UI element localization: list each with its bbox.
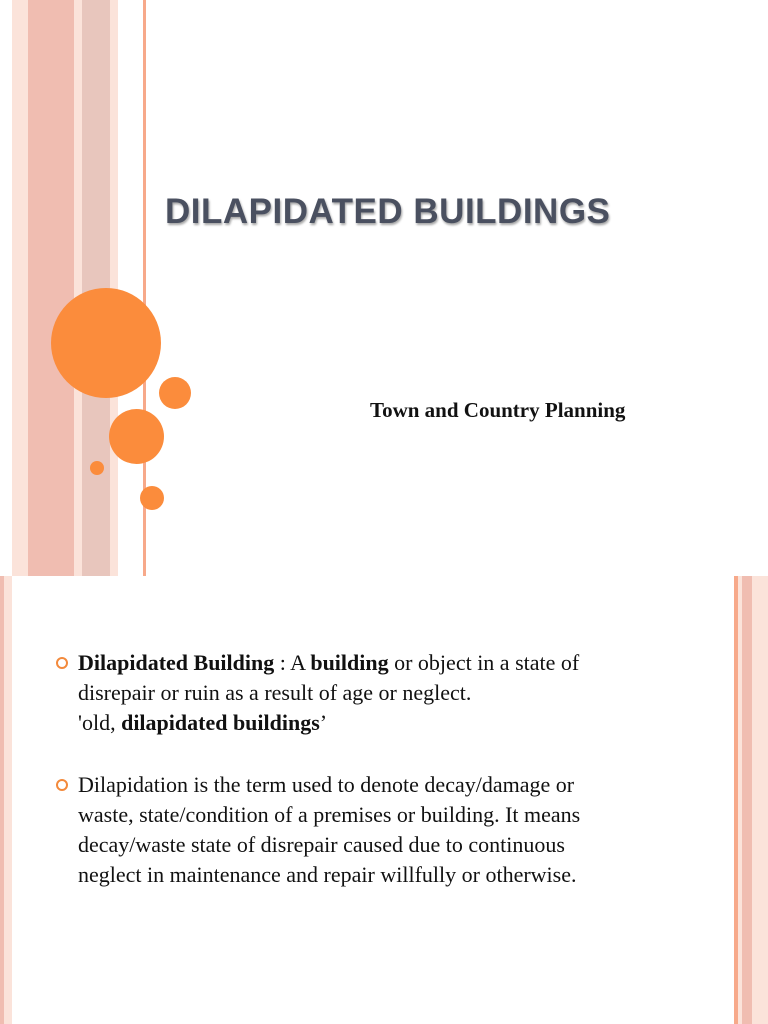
bullet-item-dilapidation: [56, 770, 696, 890]
circle-outline-icon: [56, 657, 68, 669]
bullet-line: [78, 648, 696, 678]
decorative-stripe: [74, 0, 82, 576]
quote-open: 'old,: [78, 710, 122, 735]
decorative-stripe: [12, 0, 28, 576]
slide-subtitle: Town and Country Planning: [370, 398, 626, 422]
bullet-line: disrepair or ruin as a result of age or neglect.: [78, 680, 472, 705]
separator-text: : A: [274, 650, 311, 675]
definition-text: or object in a state of: [388, 650, 580, 675]
bullet-line-quote: [78, 708, 696, 738]
content-slide: [0, 576, 768, 1024]
bullet-list: [56, 648, 696, 890]
decorative-circle: [109, 409, 164, 464]
term-dilapidated-building: Dilapidated Building: [78, 650, 275, 675]
term-building: building: [310, 650, 389, 675]
bullet-line: Dilapidation is the term used to denote decay/damage or: [78, 772, 575, 797]
decorative-stripe: [28, 0, 74, 576]
quote-close: ’: [319, 710, 328, 735]
decorative-stripe: [752, 576, 768, 1024]
bullet-item-definition: [56, 648, 696, 738]
bullet-line: decay/waste state of disrepair caused due to continuous: [78, 832, 565, 857]
decorative-circle: [140, 486, 164, 510]
decorative-stripe: [742, 576, 752, 1024]
decorative-circle-large: [51, 288, 161, 398]
decorative-circle: [159, 377, 191, 409]
bullet-line: waste, state/condition of a premises or building. It means: [78, 802, 581, 827]
quote-bold: dilapidated buildings: [121, 710, 320, 735]
decorative-circle: [90, 461, 104, 475]
slide-title: DILAPIDATED BUILDINGS: [165, 192, 611, 231]
bullet-line: neglect in maintenance and repair willfully or otherwise.: [78, 862, 577, 887]
circle-outline-icon: [56, 779, 68, 791]
decorative-stripe: [4, 576, 12, 1024]
